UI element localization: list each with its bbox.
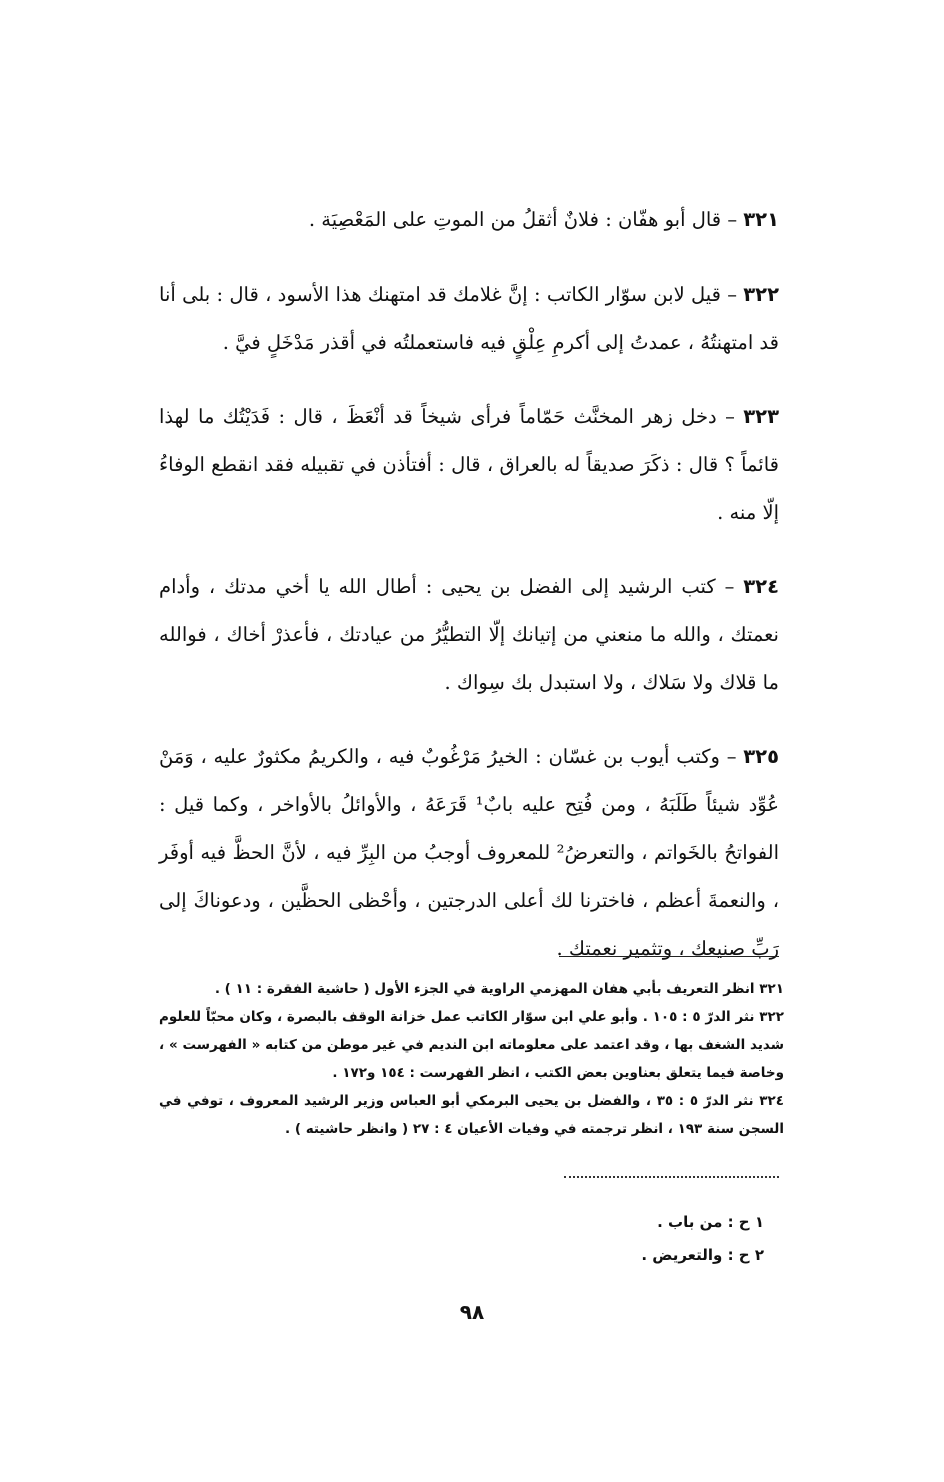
paragraph-text: – كتب الرشيد إلى الفضل بن يحيى : أطال الله يا أخي مدتك ، وأدام نعمتك ، والله ما منعني من إتيانك إلّا التطيُّرُ من عيادتك ، فأعذرْ أخاك ، فوالله ما قلاك ولا سَلاك ، ولا استبدل بك سِواك . [159, 575, 779, 694]
paragraph-325 [159, 733, 779, 973]
footnote-text: نثر الدرّ ٥ : ١٠٥ . وأبو علي ابن سوّار الكاتب عمل خزانة الوقف بالبصرة ، وكان محبّاً للعلوم شديد الشغف بها ، وقد اعتمد على معلوماته ابن النديم في غير موطن من كتابه « الفهرست » ، وخاصة فيما يتعلق بعناوين بعض الكتب ، انظر الفهرست : ١٥٤ و١٧٢ . [159, 1009, 784, 1081]
footnote-number: ٣٢٤ [759, 1093, 784, 1109]
footnote-number: ٣٢١ [759, 981, 784, 997]
paragraph-324 [159, 563, 779, 707]
paragraph-323 [159, 393, 779, 537]
main-text [159, 196, 779, 999]
footnote-322 [159, 1003, 784, 1087]
footnote-number: ٣٢٢ [759, 1009, 784, 1025]
page-number: ٩٨ [459, 1300, 485, 1324]
variants-separator [564, 1176, 779, 1178]
variant-note: ٢ ح : والتعريض . [641, 1246, 764, 1264]
paragraph-text: – دخل زهر المخنَّث حَمّاماً فرأى شيخاً قد أنْعَظَ ، قال : فَدَيْتُك ما لهذا قائماً ؟ قال : ذكَرَ صديقاً له بالعراق ، قال : أفتأذن في تقبيله فقد انقطع الوفاءُ إلّا منه . [159, 405, 779, 524]
paragraph-text: – قال أبو هفّان : فلانٌ أثقلُ من الموتِ على المَعْصِيَة . [308, 208, 744, 231]
footnotes [159, 975, 784, 1143]
paragraph-text: – قيل لابن سوّار الكاتب : إنَّ غلامك قد امتهنك هذا الأسود ، قال : بلى أنا قد امتهنتُهُ ، عمدتُ إلى أكرمِ عِلْقٍ فيه فاستعملتُه في أقذر مَدْخَلٍ فيَّ . [159, 283, 779, 354]
footnote-324 [159, 1087, 784, 1143]
paragraph-number: ٣٢٢ [743, 283, 779, 306]
paragraph-number: ٣٢٤ [743, 575, 779, 598]
variant-note: ١ ح : من باب . [657, 1213, 764, 1231]
manuscript-variants [641, 1206, 764, 1272]
paragraph-321 [159, 196, 779, 244]
paragraph-number: ٣٢٥ [743, 745, 779, 768]
footnote-separator [559, 956, 779, 957]
paragraph-text: – وكتب أيوب بن غسّان : الخيرُ مَرْغُوبٌ فيه ، والكريمُ مكثورٌ عليه ، وَمَنْ عُوِّد شيئاً طَلَبَهُ ، ومن فُتِح عليه بابٌ¹ قَرَعَهُ ، والأوائلُ بالأواخر ، وكما قيل : الفواتحُ بالخَواتم ، والتعرضُ² للمعروف أوجبُ من البِرِّ فيه ، لأنَّ الحظَّ فيه أوفَر ، والنعمةَ أعظم ، فاخترنا لك أعلى الدرجتين ، وأحْظى الحظَّين ، ودعوناكَ إلى رَبِّ صنيعك ، وتثمير نعمتك . [159, 745, 779, 960]
paragraph-number: ٣٢١ [743, 208, 779, 231]
paragraph-number: ٣٢٣ [743, 405, 779, 428]
footnote-321 [159, 975, 784, 1003]
footnote-text: انظر التعريف بأبي هفان المهزمي الراوية في الجزء الأول ( حاشية الفقرة : ١١ ) . [214, 981, 760, 997]
paragraph-322 [159, 271, 779, 367]
footnote-text: نثر الدرّ ٥ : ٣٥ ، والفضل بن يحيى البرمكي أبو العباس وزير الرشيد المعروف ، توفي في السجن سنة ١٩٣ ، انظر ترجمته في وفيات الأعيان ٤ : ٢٧ ( وانظر حاشيته ) . [159, 1093, 784, 1137]
